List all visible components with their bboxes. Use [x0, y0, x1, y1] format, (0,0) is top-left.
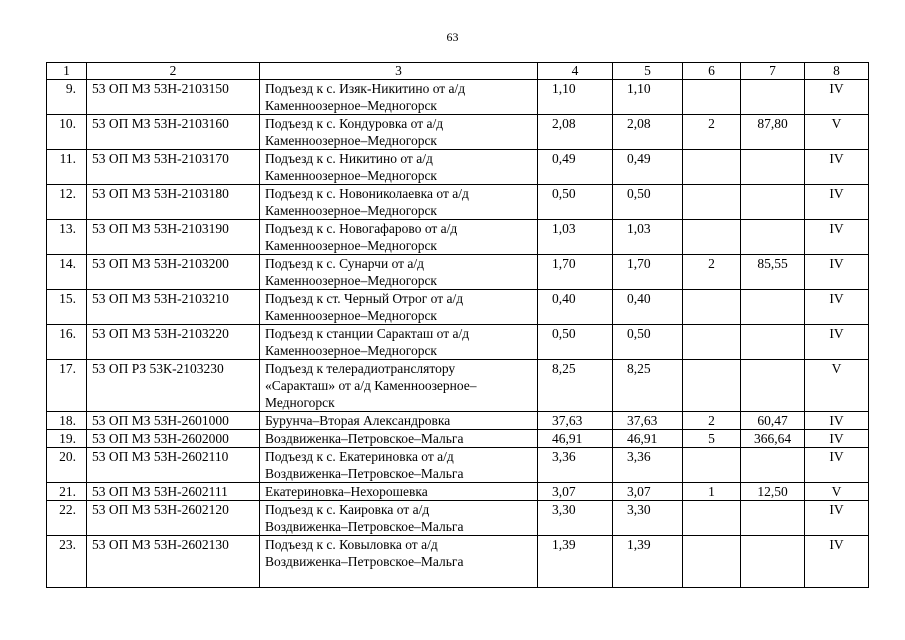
length-paved-cell: 1,03	[613, 220, 683, 255]
road-name-line: Каменноозерное–Медногорск	[265, 308, 437, 323]
road-code-cell: 53 ОП МЗ 53Н-2103210	[87, 290, 260, 325]
length-paved-cell: 2,08	[613, 115, 683, 150]
bridge-count-cell: 1	[683, 483, 741, 501]
column-header-2: 2	[87, 63, 260, 80]
bridge-length-cell: 366,64	[741, 430, 805, 448]
bridge-length-cell	[741, 220, 805, 255]
row-number-cell: 10.	[47, 115, 87, 150]
length-total-cell: 8,25	[538, 360, 613, 412]
bridge-length-cell	[741, 448, 805, 483]
road-category-cell: IV	[805, 501, 869, 536]
bridge-count-cell	[683, 185, 741, 220]
bridge-count-cell: 2	[683, 255, 741, 290]
road-category-cell: IV	[805, 255, 869, 290]
road-name-line: Подъезд к с. Сунарчи от а/д	[265, 256, 425, 271]
row-number-cell: 11.	[47, 150, 87, 185]
road-category-cell: V	[805, 483, 869, 501]
table-row	[47, 501, 869, 536]
road-category-cell: IV	[805, 448, 869, 483]
road-code-cell: 53 ОП МЗ 53Н-2103200	[87, 255, 260, 290]
road-category-cell: IV	[805, 412, 869, 430]
road-name-cell	[260, 325, 538, 360]
row-number-cell: 13.	[47, 220, 87, 255]
road-category-cell: IV	[805, 80, 869, 115]
length-paved-cell: 0,49	[613, 150, 683, 185]
length-total-cell: 0,50	[538, 325, 613, 360]
row-number-cell: 18.	[47, 412, 87, 430]
road-code-cell: 53 ОП МЗ 53Н-2103160	[87, 115, 260, 150]
bridge-length-cell	[741, 185, 805, 220]
length-paved-cell: 1,70	[613, 255, 683, 290]
road-code-cell: 53 ОП МЗ 53Н-2103150	[87, 80, 260, 115]
road-name-cell	[260, 115, 538, 150]
road-code-cell: 53 ОП МЗ 53Н-2602120	[87, 501, 260, 536]
table-row	[47, 483, 869, 501]
table-row	[47, 185, 869, 220]
road-name-line: Подъезд к с. Каировка от а/д	[265, 502, 430, 517]
length-paved-cell: 37,63	[613, 412, 683, 430]
road-name-cell	[260, 430, 538, 448]
length-total-cell: 0,49	[538, 150, 613, 185]
road-category-cell: IV	[805, 290, 869, 325]
road-name-line: Воздвиженка–Петровское–Мальга	[265, 466, 464, 481]
table-row	[47, 115, 869, 150]
road-category-cell: IV	[805, 150, 869, 185]
length-total-cell: 3,30	[538, 501, 613, 536]
table-row	[47, 255, 869, 290]
row-number-cell: 9.	[47, 80, 87, 115]
road-name-cell	[260, 220, 538, 255]
road-name-cell	[260, 80, 538, 115]
bridge-length-cell	[741, 501, 805, 536]
length-total-cell: 0,40	[538, 290, 613, 325]
bridge-length-cell: 87,80	[741, 115, 805, 150]
length-paved-cell: 8,25	[613, 360, 683, 412]
road-name-line: Подъезд к с. Никитино от а/д	[265, 151, 433, 166]
road-code-cell: 53 ОП МЗ 53Н-2602110	[87, 448, 260, 483]
road-name-line: Подъезд к ст. Черный Отрог от а/д	[265, 291, 464, 306]
column-header-1: 1	[47, 63, 87, 80]
road-name-line: Подъезд к с. Изяк-Никитино от а/д	[265, 81, 466, 96]
length-total-cell: 1,03	[538, 220, 613, 255]
road-name-line: Подъезд к телерадиотранслятору	[265, 361, 456, 376]
row-number-cell: 12.	[47, 185, 87, 220]
column-header-4: 4	[538, 63, 613, 80]
bridge-count-cell	[683, 220, 741, 255]
header-row	[47, 63, 869, 80]
length-paved-cell: 3,07	[613, 483, 683, 501]
length-paved-cell: 1,39	[613, 536, 683, 588]
table-row	[47, 220, 869, 255]
length-total-cell: 1,39	[538, 536, 613, 588]
bridge-count-cell	[683, 360, 741, 412]
road-name-line: «Саракташ» от а/д Каменноозерное–	[265, 378, 477, 393]
road-name-line: Подъезд к с. Кондуровка от а/д	[265, 116, 444, 131]
road-name-line: Подъезд к с. Екатериновка от а/д	[265, 449, 454, 464]
road-category-cell: IV	[805, 430, 869, 448]
roads-table	[46, 62, 869, 588]
road-code-cell: 53 ОП МЗ 53Н-2602111	[87, 483, 260, 501]
row-number-cell: 17.	[47, 360, 87, 412]
road-category-cell: V	[805, 360, 869, 412]
road-name-line	[265, 570, 532, 587]
road-name-line: Каменноозерное–Медногорск	[265, 273, 437, 288]
road-name-cell	[260, 150, 538, 185]
bridge-count-cell: 2	[683, 412, 741, 430]
table-row	[47, 536, 869, 588]
bridge-count-cell: 2	[683, 115, 741, 150]
bridge-length-cell	[741, 150, 805, 185]
road-name-cell	[260, 185, 538, 220]
table-row	[47, 448, 869, 483]
road-name-line: Подъезд к станции Саракташ от а/д	[265, 326, 470, 341]
table-row	[47, 80, 869, 115]
road-name-line: Воздвиженка–Петровское–Мальга	[265, 519, 464, 534]
bridge-length-cell: 12,50	[741, 483, 805, 501]
road-code-cell: 53 ОП МЗ 53Н-2602000	[87, 430, 260, 448]
column-header-3: 3	[260, 63, 538, 80]
row-number-cell: 19.	[47, 430, 87, 448]
length-total-cell: 1,10	[538, 80, 613, 115]
bridge-count-cell	[683, 290, 741, 325]
road-name-line: Каменноозерное–Медногорск	[265, 133, 437, 148]
table-row	[47, 290, 869, 325]
bridge-length-cell	[741, 360, 805, 412]
road-code-cell: 53 ОП МЗ 53Н-2103180	[87, 185, 260, 220]
length-total-cell: 37,63	[538, 412, 613, 430]
road-code-cell: 53 ОП МЗ 53Н-2601000	[87, 412, 260, 430]
road-code-cell: 53 ОП МЗ 53Н-2103170	[87, 150, 260, 185]
row-number-cell: 22.	[47, 501, 87, 536]
row-number-cell: 16.	[47, 325, 87, 360]
road-name-line: Подъезд к с. Новониколаевка от а/д	[265, 186, 469, 201]
road-category-cell: IV	[805, 220, 869, 255]
length-paved-cell: 46,91	[613, 430, 683, 448]
road-name-cell	[260, 501, 538, 536]
table-row	[47, 412, 869, 430]
table-row	[47, 150, 869, 185]
length-paved-cell: 0,50	[613, 325, 683, 360]
table-row	[47, 360, 869, 412]
road-name-cell	[260, 360, 538, 412]
table-row	[47, 325, 869, 360]
length-total-cell: 3,07	[538, 483, 613, 501]
road-name-cell	[260, 448, 538, 483]
page-number: 63	[446, 30, 459, 44]
road-name-line: Воздвиженка–Петровское–Мальга	[265, 554, 464, 569]
road-name-cell	[260, 290, 538, 325]
bridge-count-cell	[683, 80, 741, 115]
bridge-count-cell: 5	[683, 430, 741, 448]
road-name-line: Каменноозерное–Медногорск	[265, 343, 437, 358]
road-name-line: Каменноозерное–Медногорск	[265, 238, 437, 253]
column-header-8: 8	[805, 63, 869, 80]
row-number-cell: 23.	[47, 536, 87, 588]
road-category-cell: IV	[805, 536, 869, 588]
road-name-line: Подъезд к с. Ковыловка от а/д	[265, 537, 438, 552]
bridge-length-cell: 85,55	[741, 255, 805, 290]
row-number-cell: 21.	[47, 483, 87, 501]
length-total-cell: 2,08	[538, 115, 613, 150]
row-number-cell: 20.	[47, 448, 87, 483]
road-name-line: Екатериновка–Нехорошевка	[265, 484, 428, 499]
column-header-7: 7	[741, 63, 805, 80]
bridge-count-cell	[683, 325, 741, 360]
length-paved-cell: 0,40	[613, 290, 683, 325]
bridge-count-cell	[683, 448, 741, 483]
road-name-cell	[260, 536, 538, 588]
length-total-cell: 1,70	[538, 255, 613, 290]
road-category-cell: IV	[805, 185, 869, 220]
road-code-cell: 53 ОП МЗ 53Н-2103190	[87, 220, 260, 255]
bridge-length-cell	[741, 325, 805, 360]
table-header	[47, 63, 869, 80]
bridge-count-cell	[683, 536, 741, 588]
road-code-cell: 53 ОП МЗ 53Н-2602130	[87, 536, 260, 588]
length-paved-cell: 3,36	[613, 448, 683, 483]
bridge-count-cell	[683, 150, 741, 185]
road-category-cell: IV	[805, 325, 869, 360]
road-name-line: Воздвиженка–Петровское–Мальга	[265, 431, 464, 446]
length-total-cell: 46,91	[538, 430, 613, 448]
table-row	[47, 430, 869, 448]
road-code-cell: 53 ОП МЗ 53Н-2103220	[87, 325, 260, 360]
road-code-cell: 53 ОП РЗ 53К-2103230	[87, 360, 260, 412]
bridge-length-cell: 60,47	[741, 412, 805, 430]
bridge-length-cell	[741, 536, 805, 588]
column-header-6: 6	[683, 63, 741, 80]
road-category-cell: V	[805, 115, 869, 150]
table-body	[47, 80, 869, 588]
length-paved-cell: 1,10	[613, 80, 683, 115]
length-paved-cell: 0,50	[613, 185, 683, 220]
road-name-line: Подъезд к с. Новогафарово от а/д	[265, 221, 458, 236]
length-paved-cell: 3,30	[613, 501, 683, 536]
bridge-length-cell	[741, 80, 805, 115]
road-name-cell	[260, 412, 538, 430]
row-number-cell: 14.	[47, 255, 87, 290]
length-total-cell: 3,36	[538, 448, 613, 483]
column-header-5: 5	[613, 63, 683, 80]
road-name-line: Каменноозерное–Медногорск	[265, 203, 437, 218]
length-total-cell: 0,50	[538, 185, 613, 220]
bridge-count-cell	[683, 501, 741, 536]
road-name-line: Медногорск	[265, 395, 335, 410]
bridge-length-cell	[741, 290, 805, 325]
road-name-cell	[260, 255, 538, 290]
road-name-line: Каменноозерное–Медногорск	[265, 98, 437, 113]
row-number-cell: 15.	[47, 290, 87, 325]
road-name-line: Каменноозерное–Медногорск	[265, 168, 437, 183]
road-name-cell	[260, 483, 538, 501]
road-name-line: Бурунча–Вторая Александровка	[265, 413, 451, 428]
